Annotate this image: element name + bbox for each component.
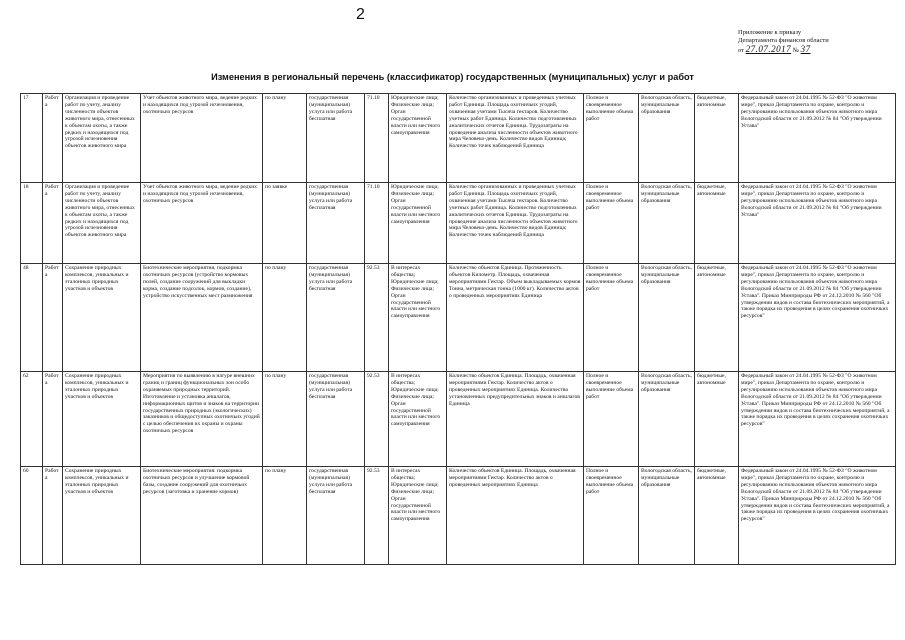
cell-body: бюджетные, автономные bbox=[695, 94, 739, 183]
cell-quality: Полное и своевременное выполнение объема работ bbox=[584, 264, 639, 372]
document-title: Изменения в региональный перечень (классификатор) государственных (муниципальных) услуг и работ bbox=[211, 72, 694, 82]
cell-name: Организация и проведение работ по учету, анализу численности объектов животного мира, отнесенных к объектам охоты, а также редких и находящихся под угрозой исчезновения объектов животного мира bbox=[63, 94, 141, 183]
cell-code: 71.10 bbox=[365, 94, 389, 183]
cell-basis: Федеральный закон от 24.04.1995 № 52-ФЗ "О животном мире", приказ Департамента по охране, контролю и регулированию использования объектов животного мира Вологодской области от 21.09.2012 № 84 "Об утверждении Устава" bbox=[739, 183, 896, 264]
cell-condition: по плану bbox=[263, 94, 307, 183]
cell-condition: по заявке bbox=[263, 183, 307, 264]
cell-quality: Полное и своевременное выполнение объема работ bbox=[584, 183, 639, 264]
cell-num: 60 bbox=[21, 467, 43, 565]
services-table bbox=[20, 93, 896, 565]
cell-num: 48 bbox=[21, 264, 43, 372]
cell-content: Учет объектов животного мира, ведение редких и находящихся под угрозой исчезновения, охотничьих ресурсов bbox=[141, 94, 263, 183]
table-row bbox=[21, 94, 896, 183]
cell-indicators: Количество организованных и проведенных учетных работ Единица. Площадь охотничьих угодий, охваченная учетами Тысяча гектаров. Количество учетных работ Единица. Количество подготовленных аналитических отчетов Единица. Трудозатраты на проведение анализа численности объектов животного мира Человеко-день. Количество видов Единица; Количество точек наблюдений Единица bbox=[447, 94, 584, 183]
table-row bbox=[21, 467, 896, 565]
cell-indicators: Количество объектов Единица. Площадь, охваченная мероприятиями Гектар. Количество актов о проведенных мероприятиях Единица. Количество установленных предупредительных знаков и аншлагов Единица bbox=[447, 372, 584, 467]
cell-indicators: Количество объектов Единица. Площадь, охваченная мероприятиями Гектар. Количество актов о проведенных мероприятиях Единица bbox=[447, 467, 584, 565]
cell-condition: по плану bbox=[263, 467, 307, 565]
cell-name: Сохранение природных комплексов, уникальных и эталонных природных участков и объектов bbox=[63, 467, 141, 565]
table-row bbox=[21, 183, 896, 264]
cell-body: бюджетные, автономные bbox=[695, 183, 739, 264]
cell-type: Работа bbox=[43, 94, 63, 183]
appendix-date-line bbox=[738, 45, 898, 55]
cell-basis: Федеральный закон от 24.04.1995 № 52-ФЗ "О животном мире", приказ Департамента по охране, контролю и регулированию использования объектов животного мира Вологодской области от 21.09.2012 № 84 "Об утверждении Устава". Приказ Минприроды РФ от 24.12.2010 № 560 "Об утверждении видов и состава биотехнических мероприятий, а также порядка их проведения в целях сохранения охотничьих ресурсов" bbox=[739, 372, 896, 467]
cell-code: 92.53 bbox=[365, 264, 389, 372]
table-row bbox=[21, 264, 896, 372]
cell-content: Учет объектов животного мира, ведение редких и находящихся под угрозой исчезновения, охотничьих ресурсов bbox=[141, 183, 263, 264]
cell-num: 18 bbox=[21, 183, 43, 264]
cell-level: Вологодская область, муниципальные образования bbox=[639, 467, 695, 565]
cell-quality: Полное и своевременное выполнение объема работ bbox=[584, 372, 639, 467]
cell-name: Организация и проведение работ по учету, анализу численности объектов животного мира, отнесенных к объектам охоты, а также редких и находящихся под угрозой исчезновения объектов животного мира bbox=[63, 183, 141, 264]
cell-level: Вологодская область, муниципальные образования bbox=[639, 372, 695, 467]
cell-basis: Федеральный закон от 24.04.1995 № 52-ФЗ "О животном мире", приказ Департамента по охране, контролю и регулированию использования объектов животного мира Вологодской области от 21.09.2012 № 84 "Об утверждении Устава". Приказ Минприроды РФ от 24.12.2010 № 560 "Об утверждении видов и состава биотехнических мероприятий, а также порядка их проведения в целях сохранения охотничьих ресурсов" bbox=[739, 467, 896, 565]
cell-consumers: В интересах общества; Юридические лица; Физические лица; Орган государственной власти или местного самоуправления bbox=[389, 264, 447, 372]
cell-body: бюджетные, автономные bbox=[695, 264, 739, 372]
cell-name: Сохранение природных комплексов, уникальных и эталонных природных участков и объектов bbox=[63, 264, 141, 372]
cell-basis: Федеральный закон от 24.04.1995 № 52-ФЗ "О животном мире", приказ Департамента по охране, контролю и регулированию использования объектов животного мира Вологодской области от 21.09.2012 № 84 "Об утверждении Устава" bbox=[739, 94, 896, 183]
cell-num: 62 bbox=[21, 372, 43, 467]
cell-quality: Полное и своевременное выполнение объема работ bbox=[584, 467, 639, 565]
cell-name: Сохранение природных комплексов, уникальных и эталонных природных участков и объектов bbox=[63, 372, 141, 467]
appendix-number: 37 bbox=[800, 44, 811, 54]
cell-kind: государственная (муниципальная) услуга или работа бесплатная bbox=[307, 264, 365, 372]
cell-num: 17 bbox=[21, 94, 43, 183]
cell-body: бюджетные, автономные bbox=[695, 467, 739, 565]
cell-basis: Федеральный закон от 24.04.1995 № 52-ФЗ "О животном мире", приказ Департамента по охране, контролю и регулированию использования объектов животного мира Вологодской области от 21.09.2012 № 84 "Об утверждении Устава". Приказ Минприроды РФ от 24.12.2010 № 560 "Об утверждении видов и состава биотехнических мероприятий, а также порядка их проведения в целях сохранения охотничьих ресурсов" bbox=[739, 264, 896, 372]
table-row bbox=[21, 372, 896, 467]
table-body bbox=[21, 94, 896, 565]
cell-consumers: В интересах общества; Юридические лица; Физические лица; Орган государственной власти или местного самоуправления bbox=[389, 467, 447, 565]
appendix-date: 27.07.2017 bbox=[745, 44, 792, 54]
cell-code: 71.10 bbox=[365, 183, 389, 264]
page-number: 2 bbox=[356, 6, 365, 23]
cell-type: Работа bbox=[43, 467, 63, 565]
appendix-header bbox=[738, 29, 898, 55]
cell-type: Работа bbox=[43, 183, 63, 264]
cell-kind: государственная (муниципальная) услуга или работа бесплатная bbox=[307, 183, 365, 264]
appendix-line-2: Департамента финансов области bbox=[738, 37, 829, 44]
cell-type: Работа bbox=[43, 372, 63, 467]
cell-content: Биотехнические мероприятия: подкормка охотничьих ресурсов и улучшение кормовой базы, создание сооружений для охотничьих ресурсов (заготовка и хранение кормов) bbox=[141, 467, 263, 565]
cell-condition: по плану bbox=[263, 372, 307, 467]
cell-type: Работа bbox=[43, 264, 63, 372]
cell-level: Вологодская область, муниципальные образования bbox=[639, 264, 695, 372]
cell-consumers: В интересах общества; Юридические лица; Физические лица; Орган государственной власти или местного самоуправления bbox=[389, 372, 447, 467]
cell-content: Мероприятия по выявлению в натуре внешних границ и границ функциональных зон особо охраняемых природных территорий. Изготовление и установка аншлагов, информационных щитов и знаков на территории государственных природных (экологических) заказников и общедоступных охотничьих угодий с целью обеспечения их охраны и охраны охотничьих ресурсов bbox=[141, 372, 263, 467]
cell-kind: государственная (муниципальная) услуга или работа бесплатная bbox=[307, 94, 365, 183]
number-prefix: № bbox=[792, 47, 799, 54]
cell-body: бюджетные, автономные bbox=[695, 372, 739, 467]
cell-quality: Полное и своевременное выполнение объема работ bbox=[584, 94, 639, 183]
cell-consumers: Юридические лица; Физические лица; Орган государственной власти или местного самоуправления bbox=[389, 183, 447, 264]
date-prefix: от bbox=[738, 47, 745, 54]
cell-consumers: Юридические лица; Физические лица; Орган государственной власти или местного самоуправления bbox=[389, 94, 447, 183]
cell-indicators: Количество организованных и проведенных учетных работ Единица. Площадь охотничьих угодий, охваченная учетами Тысяча гектаров. Количество учетных работ Единица. Количество подготовленных аналитических отчетов Единица. Трудозатраты на проведение анализа численности объектов животного мира Человеко-день. Количество видов Единица; Количество точек наблюдений Единица bbox=[447, 183, 584, 264]
cell-condition: по плану bbox=[263, 264, 307, 372]
cell-level: Вологодская область, муниципальные образования bbox=[639, 183, 695, 264]
cell-code: 92.53 bbox=[365, 372, 389, 467]
cell-code: 92.53 bbox=[365, 467, 389, 565]
cell-kind: государственная (муниципальная) услуга или работа бесплатная bbox=[307, 372, 365, 467]
appendix-line-1: Приложение к приказу bbox=[738, 29, 802, 36]
cell-level: Вологодская область, муниципальные образования bbox=[639, 94, 695, 183]
cell-indicators: Количество объектов Единица. Протяженность объектов Километр. Площадь, охваченная мероприятиями Гектар. Объем выкладываемых кормов Тонна, метрическая тонна (1000 кг). Количество актов о проведенных мероприятиях Единица bbox=[447, 264, 584, 372]
cell-content: Биотехнические мероприятия, подкормка охотничьих ресурсов (устройство кормовых полей, создание сооружений для выкладки корма, создание подсолок, кормов, создание), устройство искусственных мест размножения bbox=[141, 264, 263, 372]
cell-kind: государственная (муниципальная) услуга или работа бесплатная bbox=[307, 467, 365, 565]
